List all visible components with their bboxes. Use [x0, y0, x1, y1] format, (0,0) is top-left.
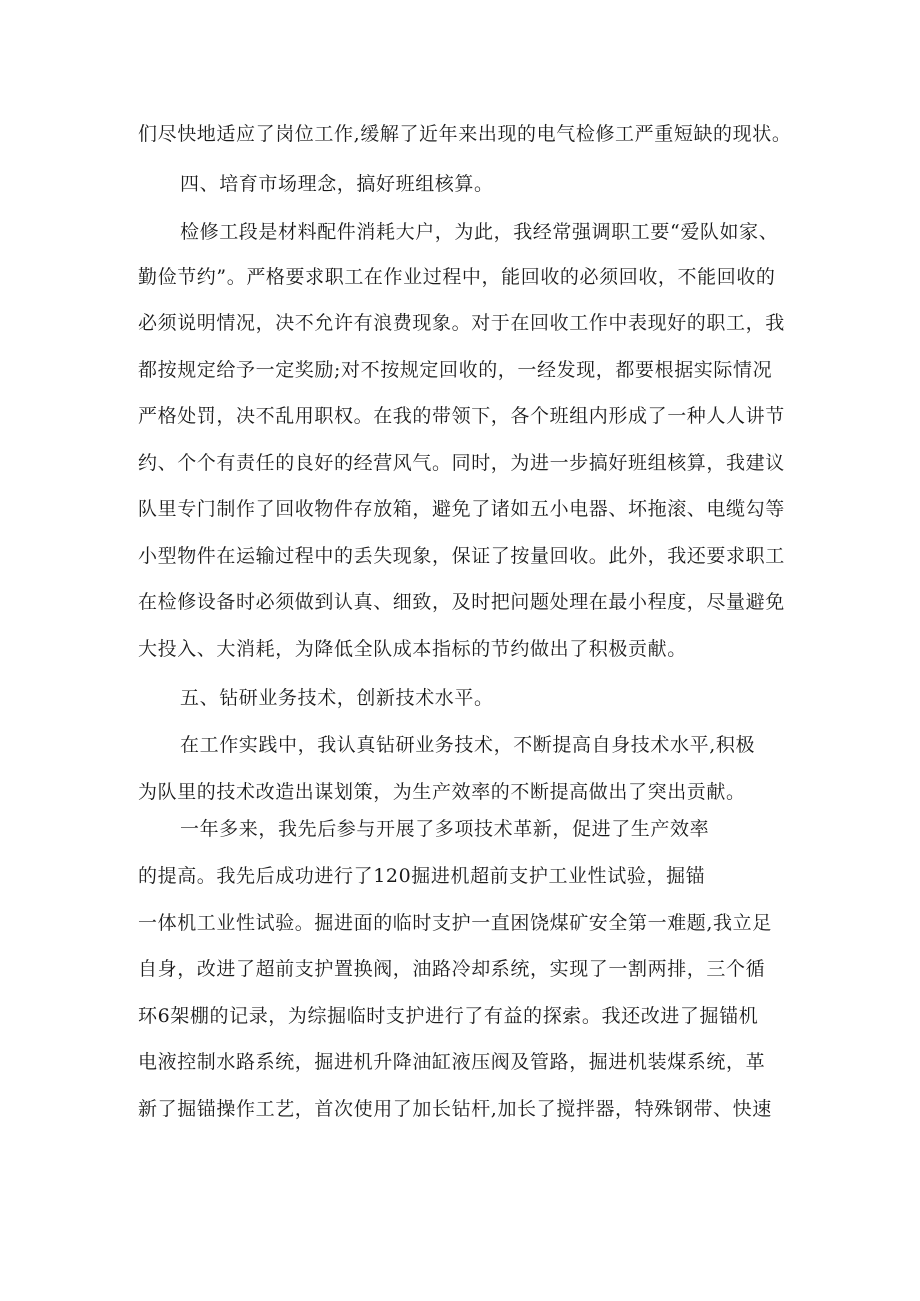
paragraph-line: 新了掘锚操作工艺，首次使用了加长钻杆,加长了搅拌器，特殊钢带、快速 — [138, 1098, 772, 1120]
section-heading: 四、培育市场理念，搞好班组核算。 — [180, 173, 494, 195]
paragraph-line: 一体机工业性试验。掘进面的临时支护一直困饶煤矿安全第一难题,我立足 — [138, 912, 772, 934]
paragraph-line: 严格处罚，决不乱用职权。在我的带领下，各个班组内形成了一种人人讲节 — [138, 405, 785, 427]
paragraph-line: 们尽快地适应了岗位工作,缓解了近年来出现的电气检修工严重短缺的现状。 — [138, 123, 792, 145]
paragraph-line: 都按规定给予一定奖励;对不按规定回收的，一经发现，都要根据实际情况 — [138, 359, 773, 381]
paragraph-line: 勤俭节约”。严格要求职工在作业过程中，能回收的必须回收，不能回收的 — [138, 266, 776, 288]
paragraph-line: 在工作实践中，我认真钻研业务技术，不断提高自身技术水平,积极 — [180, 734, 756, 756]
paragraph-line: 队里专门制作了回收物件存放箱，避免了诸如五小电器、坏拖滚、电缆勾等 — [138, 498, 785, 520]
paragraph-line: 约、个个有责任的良好的经营风气。同时，为进一步搞好班组核算，我建议 — [138, 452, 785, 474]
paragraph-line: 在检修设备时必须做到认真、细致，及时把问题处理在最小程度，尽量避免 — [138, 591, 785, 613]
paragraph-line: 一年多来，我先后参与开展了多项技术革新，促进了生产效率 — [180, 818, 710, 840]
paragraph-line: 大投入、大消耗，为降低全队成本指标的节约做出了积极贡献。 — [138, 638, 687, 660]
paragraph-line: 为队里的技术改造出谋划策，为生产效率的不断提高做出了突出贡献。 — [138, 781, 746, 803]
paragraph-line: 检修工段是材料配件消耗大户，为此，我经常强调职工要“爱队如家、 — [180, 221, 779, 243]
paragraph-line: 自身，改进了超前支护置换阀，油路冷却系统，实现了一割两排，三个循 — [138, 958, 766, 980]
paragraph-line: 环6架棚的记录，为综掘临时支护进行了有益的探索。我还改进了掘锚机 — [138, 1005, 759, 1027]
section-heading: 五、钻研业务技术，创新技术水平。 — [180, 687, 494, 709]
paragraph-line: 的提高。我先后成功进行了120掘进机超前支护工业性试验，掘锚 — [138, 865, 706, 887]
paragraph-line: 电液控制水路系统，掘进机升降油缸液压阀及管路，掘进机装煤系统，革 — [138, 1051, 766, 1073]
paragraph-line: 小型物件在运输过程中的丢失现象，保证了按量回收。此外，我还要求职工 — [138, 545, 785, 567]
paragraph-line: 必须说明情况，决不允许有浪费现象。对于在回收工作中表现好的职工，我 — [138, 312, 785, 334]
